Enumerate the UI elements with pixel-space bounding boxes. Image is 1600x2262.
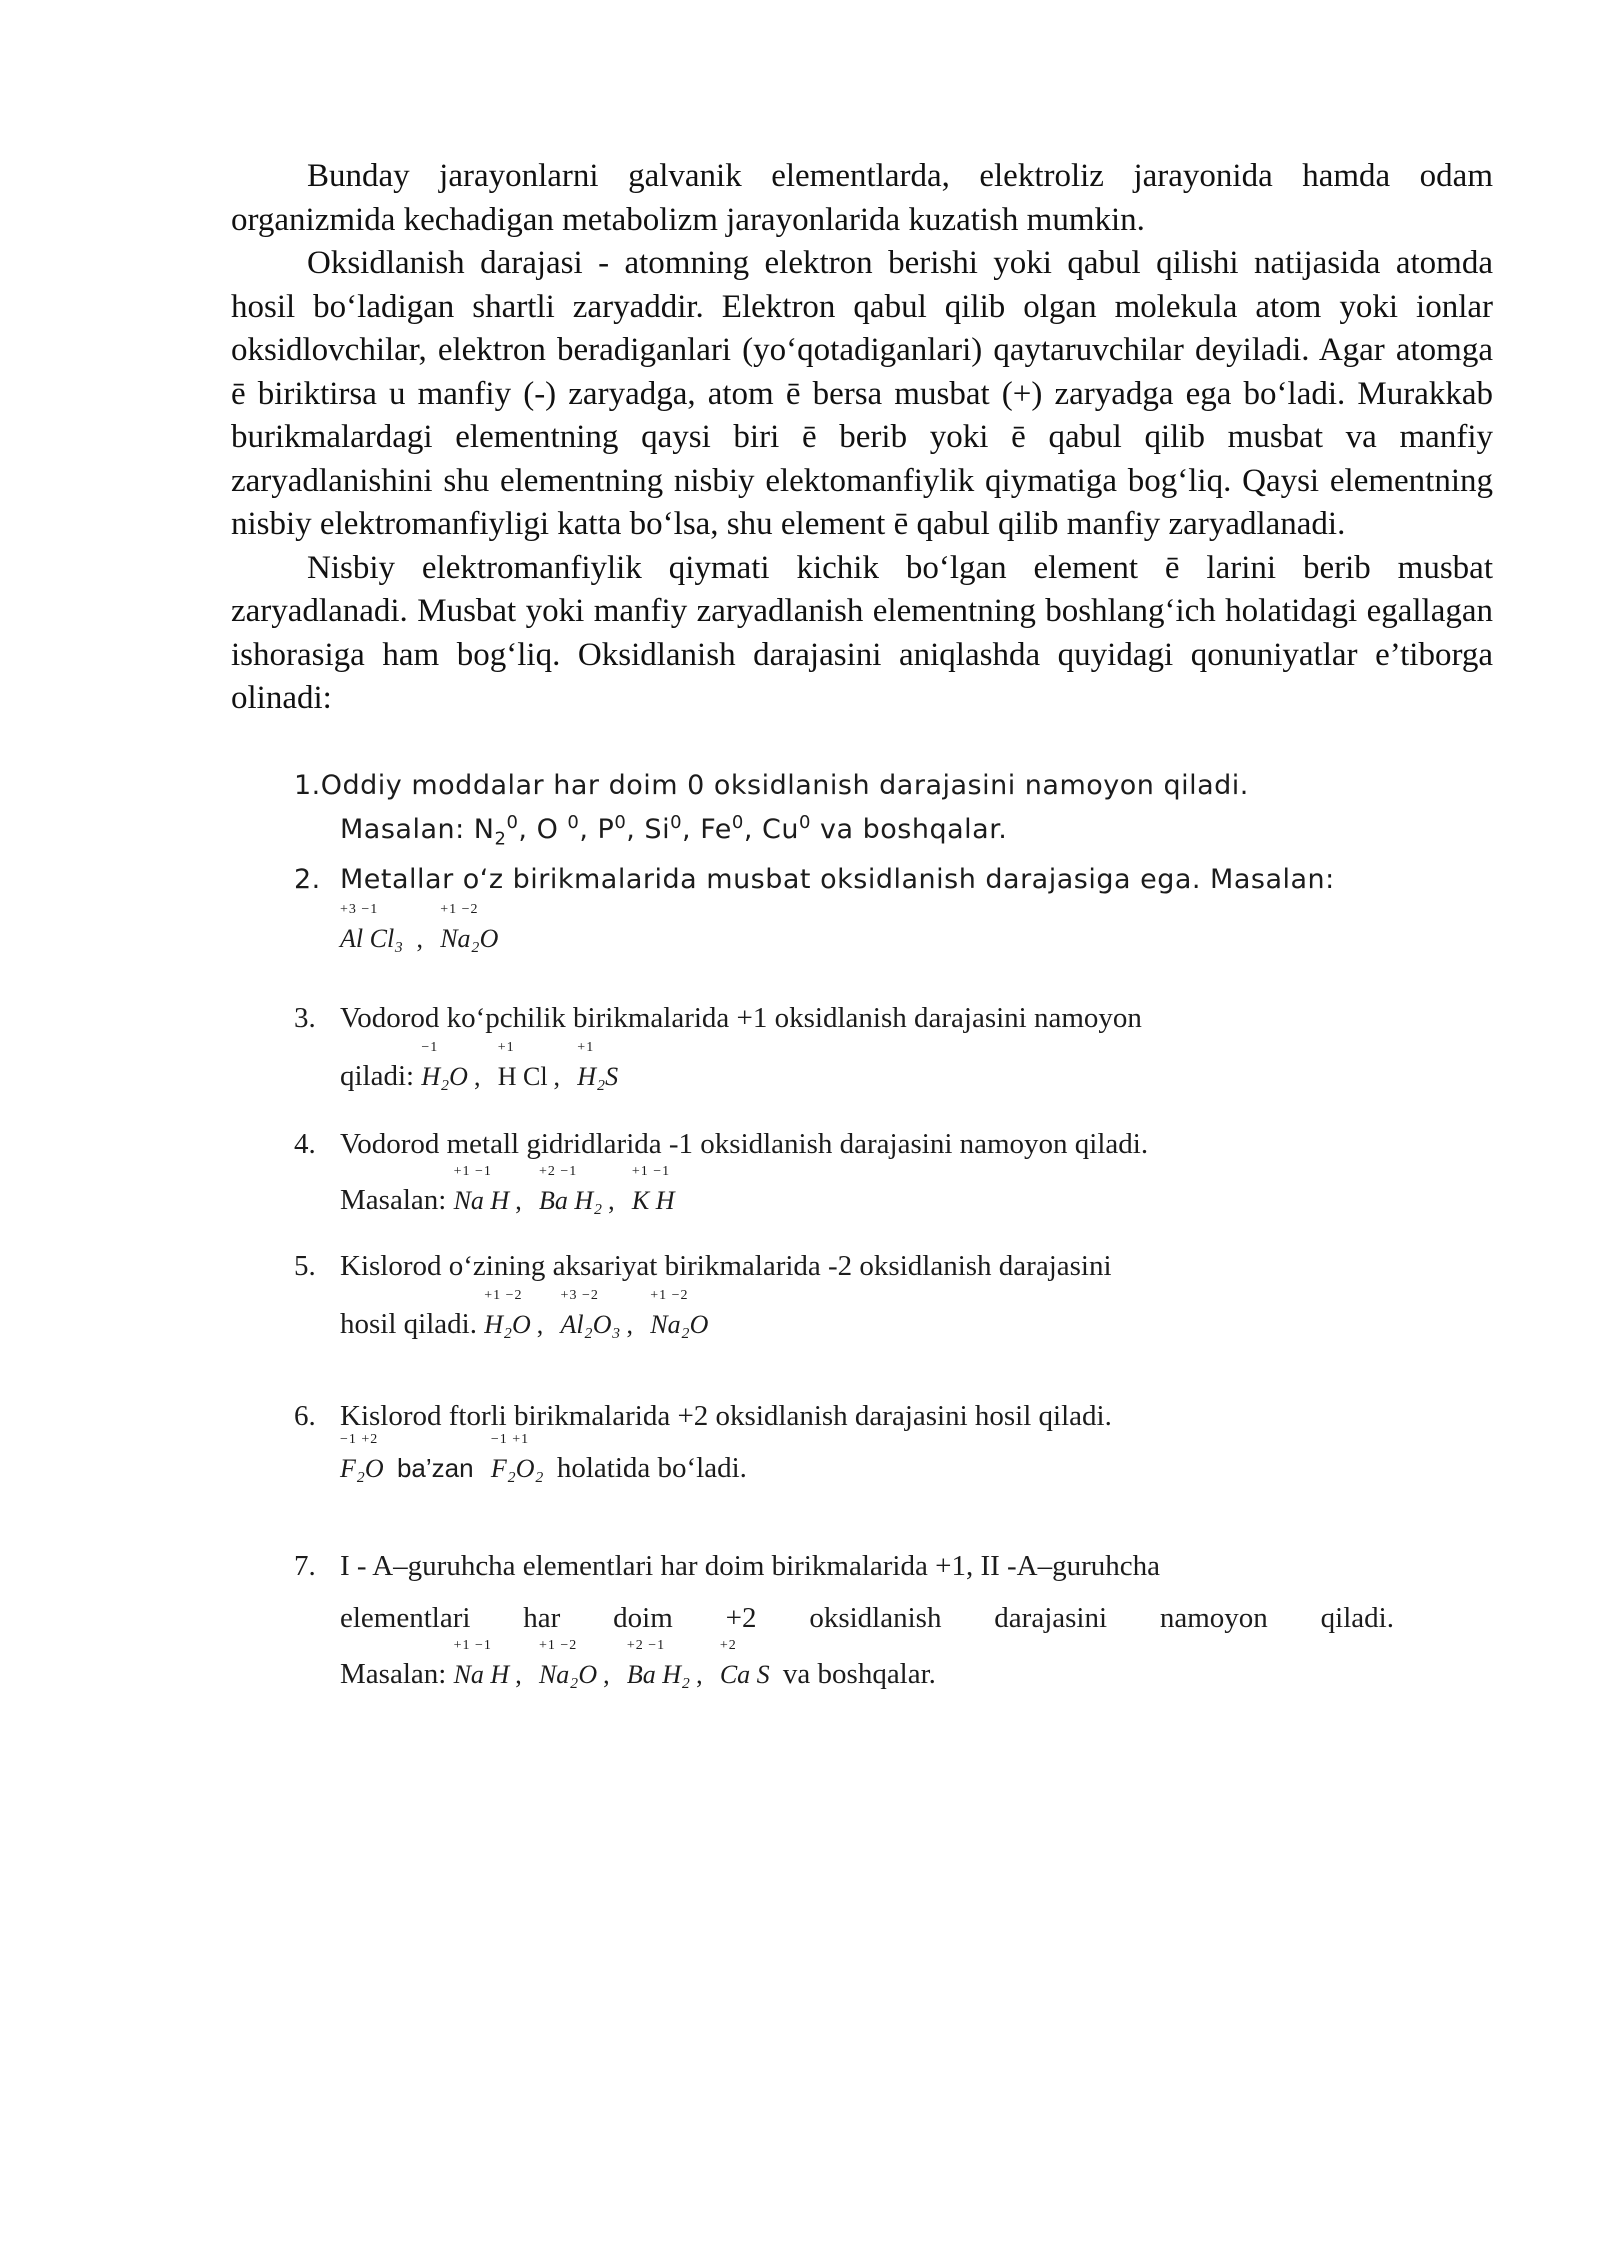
- rule-1-example: Masalan: $N_2^0$, O $^0$, $P^0$, Si$^0$, Fe$^0$, Cu$^0$ va boshqalar.: [340, 812, 1008, 850]
- rule-6-number: 6.: [294, 1400, 316, 1432]
- rule-5-number: 5.: [294, 1250, 316, 1282]
- paragraph-3: Nisbiy elektromanfiylik qiymati kichik bo‘lgan element ē larini berib musbat zaryadlanadi. Musbat yoki manfiy zaryadlanish elementning boshlang‘ich holatidagi egallagan ishorasiga ham bog‘liq. Oksidlanish darajasini aniqlashda quyidagi qonuniyatlar e’tiborga olinadi:: [231, 549, 1493, 716]
- rule-1-text: Oddiy moddalar har doim 0 oksidlanish darajasini namoyon qiladi.: [320, 770, 1249, 801]
- formula-bah2-2: +2 −1 Ba H₂: [626, 1638, 691, 1689]
- rule-4-number: 4.: [294, 1128, 316, 1160]
- formula-na2o: +1 −2 Na₂O: [440, 902, 499, 953]
- paragraph-2: Oksidlanish darajasi - atomning elektron berishi yoki qabul qilishi natijasida atomda hosil bo‘ladigan shartli zaryaddir. Elektron qabul qilib olgan molekula atom yoki ionlar oksidlovchilar, elektron beradiganlari (yo‘qotadiganlari) qaytaruvchilar deyiladi. Agar atomga ē biriktirsa u manfiy (-) zaryadga, atom ē bersa musbat (+) zaryadga ega bo‘ladi. Murakkab burikmalardagi elementning qaysi biri ē berib yoki ē qabul qilib musbat va manfiy zaryadlanishini shu elementning nisbiy elektomanfiylik qiymatiga bog‘liq. Qaysi elementning nisbiy elektromanfiyligi katta bo‘lsa, shu element ē qabul qilib manfiy zaryadlanadi.: [231, 245, 1493, 542]
- formula-nah-2: +1 −1 Na H: [453, 1638, 510, 1689]
- formula-kh: +1 −1 K H: [631, 1164, 675, 1215]
- rule-7-text: I - A–guruhcha elementlari har doim birikmalarida +1, II -A–guruhcha: [340, 1550, 1161, 1582]
- rule-5-text: Kislorod o‘zining aksariyat birikmalarida -2 oksidlanish darajasini: [340, 1250, 1112, 1282]
- rule-1-number: 1.: [294, 770, 321, 801]
- rule-3-number: 3.: [294, 1002, 316, 1034]
- rule-4-example: Masalan: +1 −1 Na H , +2 −1 Ba H₂ , +1 −1 K H: [340, 1164, 675, 1216]
- rule-3-example: qiladi: −1 H₂O , +1 H Cl , +1 H₂S: [340, 1040, 619, 1092]
- formula-nah: +1 −1 Na H: [453, 1164, 510, 1215]
- formula-cas: +2 Ca S: [719, 1638, 770, 1689]
- formula-na2o-3: +1 −2 Na₂O: [538, 1638, 598, 1689]
- rule-2-example: +3 −1 Al Cl₃ , +1 −2 Na₂O: [340, 902, 499, 953]
- rule-7-example: Masalan: +1 −1 Na H , +1 −2 Na₂O , +2 −1 Ba H₂ , +2 Ca S va boshqalar.: [340, 1638, 936, 1690]
- rule-3-text: Vodorod ko‘pchilik birikmalarida +1 oksidlanish darajasini namoyon: [340, 1002, 1142, 1034]
- formula-bah2: +2 −1 Ba H₂: [538, 1164, 603, 1215]
- formula-hcl: +1 H Cl: [497, 1040, 548, 1091]
- rule-7-text-line2: elementlari har doim +2 oksidlanish darajasini namoyon qiladi.: [340, 1602, 1394, 1634]
- formula-na2o-2: +1 −2 Na₂O: [650, 1288, 709, 1339]
- paragraph-1: Bunday jarayonlarni galvanik elementlarda, elektroliz jarayonida hamda odam organizmida kechadigan metabolizm jarayonlarida kuzatish mumkin.: [231, 158, 1493, 238]
- rule-2-text: Metallar o‘z birikmalarida musbat oksidlanish darajasiga ega. Masalan:: [340, 864, 1335, 895]
- formula-al2o3: +3 −2 Al₂O₃: [560, 1288, 621, 1339]
- formula-h2o: −1 H₂O: [421, 1040, 468, 1091]
- rule-6-text: Kislorod ftorli birikmalarida +2 oksidlanish darajasini hosil qiladi.: [340, 1400, 1112, 1432]
- formula-h2o-2: +1 −2 H₂O: [484, 1288, 531, 1339]
- rule-6-example: −1 +2 F₂O ba’zan −1 +1 F₂O₂ holatida bo‘ladi.: [340, 1432, 747, 1484]
- rule-2-number: 2.: [294, 864, 321, 895]
- formula-f2o2: −1 +1 F₂O₂: [490, 1432, 544, 1483]
- rule-4-text: Vodorod metall gidridlarida -1 oksidlanish darajasini namoyon qiladi.: [340, 1128, 1149, 1160]
- formula-alcl3: +3 −1 Al Cl₃: [340, 902, 404, 953]
- formula-h2s: +1 H₂S: [577, 1040, 619, 1091]
- rule-5-example: hosil qiladi. +1 −2 H₂O , +3 −2 Al₂O₃ , +1 −2 Na₂O: [340, 1288, 709, 1340]
- formula-f2o: −1 +2 F₂O: [340, 1432, 384, 1483]
- body-text: [231, 155, 1493, 721]
- rule-7-number: 7.: [294, 1550, 316, 1582]
